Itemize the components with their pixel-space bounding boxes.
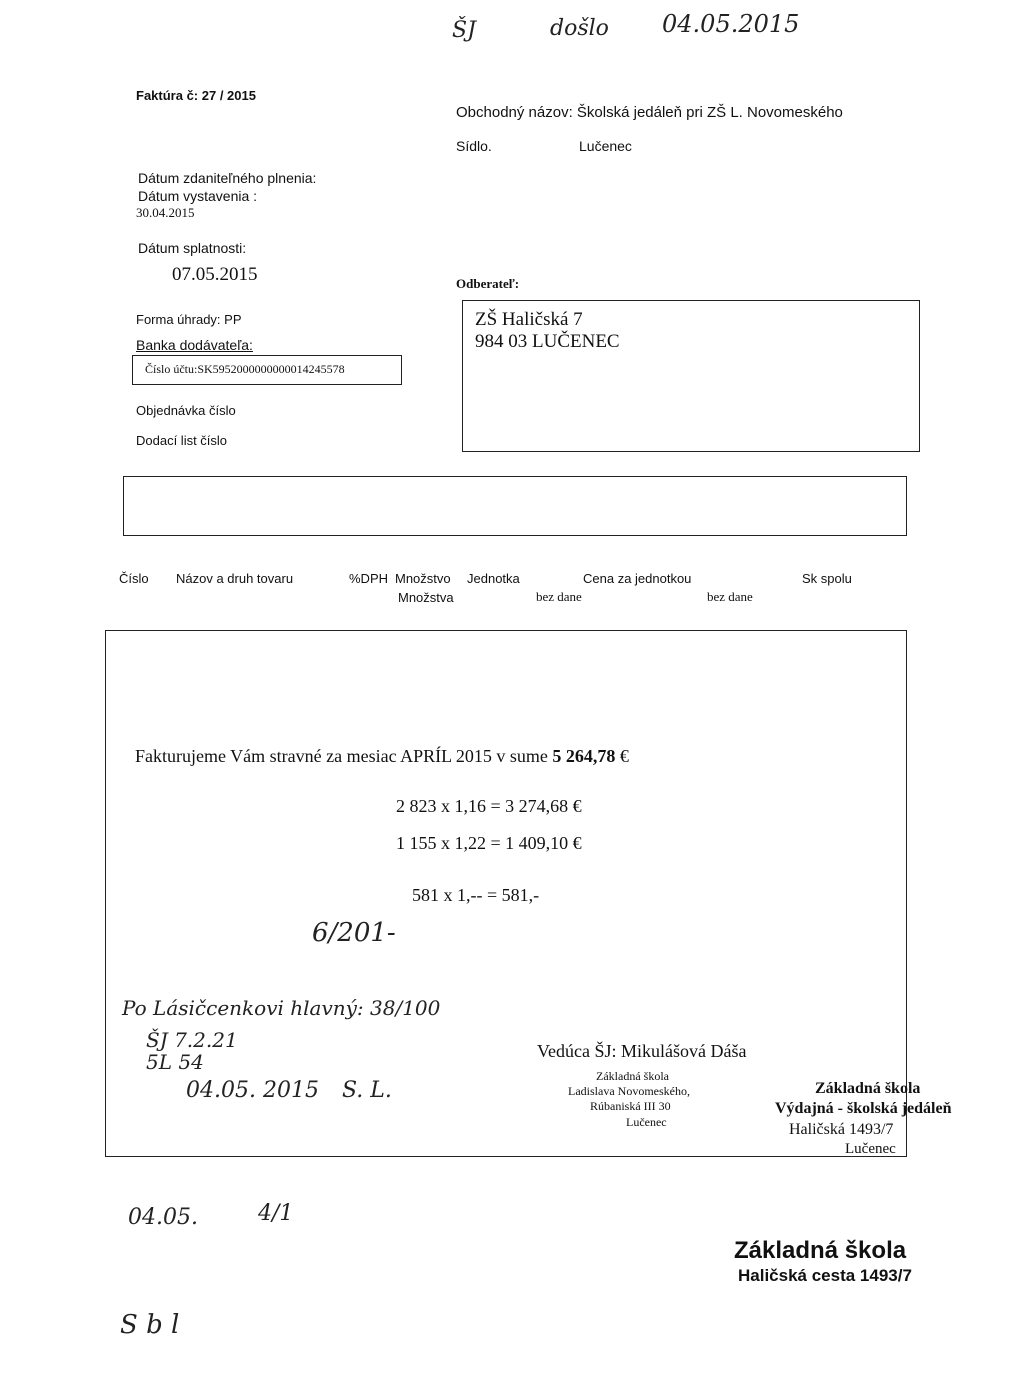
delivery-note-label: Dodací list číslo [136,433,228,448]
customer-label: Odberateľ: [456,276,520,291]
handwritten-note-2: Po Lásičcenkovi hlavný: 38/100 [122,996,441,1020]
supplier-seat-label: Sídlo. [456,138,492,154]
col-name: Názov a druh tovaru [176,571,294,586]
calc-line-2: 1 155 x 1,22 = 1 409,10 € [396,833,582,853]
col-unit: Jednotka [467,571,520,586]
col-qty: Množstvo [395,571,451,586]
col-no-tax-1: bez dane [536,589,582,604]
bank-label: Banka dodávateľa: [136,337,253,353]
issue-date: 30.04.2015 [136,205,195,220]
stamp2-line-3: Haličská 1493/7 [789,1121,894,1138]
billing-amount: 5 264,78 [552,746,616,766]
col-no-tax-2: bez dane [707,589,753,604]
notes-box [123,476,907,536]
manager-name: Vedúca ŠJ: Mikulášová Dáša [537,1041,747,1061]
payment-form-row [136,312,242,327]
supplier-seat: Lučenec [579,138,632,154]
handwritten-note-4: 5L 54 [146,1050,204,1074]
stamp2-line-2: Výdajná - školská jedáleň [775,1100,952,1117]
stamp1-line-4: Lučenec [626,1115,667,1129]
supplier-trade-name-label: Obchodný názov: [456,104,573,121]
invoice-number-row [136,88,256,103]
customer-box [462,300,920,452]
col-vat: %DPH [349,571,389,586]
handwritten-note-7: 04.05. [128,1205,198,1230]
invoice-number: 27 / 2015 [201,88,256,103]
calc-line-1: 2 823 x 1,16 = 3 274,68 € [396,796,582,816]
col-total: Sk spolu [802,571,852,586]
invoice-label: Faktúra č: [136,88,199,103]
billing-text: Fakturujeme Vám stravné za mesiac APRÍL 2015 v sume [135,746,548,766]
stamp2-line-1: Základná škola [815,1080,921,1097]
stamp1-line-1: Základná škola [596,1069,669,1083]
stamp2-line-4: Lučenec [845,1141,896,1157]
stamp3-line-2: Haličská cesta 1493/7 [738,1266,912,1285]
account-box [132,355,402,385]
stamp1-line-3: Rúbaniská III 30 [590,1099,671,1113]
col-qty-line2: Množstva [398,590,454,605]
handwritten-mark: ŠJ [452,18,476,43]
customer-line-1: ZŠ Haličská 7 [475,309,583,330]
supplier-trade-name: Školská jedáleň pri ZŠ L. Novomeského [576,104,843,121]
col-unit-price: Cena za jednotkou [583,571,692,586]
handwritten-received: došlo [550,16,609,41]
order-number-label: Objednávka číslo [136,403,236,418]
stamp1-line-2: Ladislava Novomeského, [568,1084,690,1098]
due-date: 07.05.2015 [172,264,258,285]
handwritten-note-6: S. L. [342,1078,392,1103]
handwritten-received-date: 04.05.2015 [662,10,800,38]
supplier-trade-name-row [456,104,843,121]
handwritten-note-9: S b l [120,1310,180,1340]
customer-line-2: 984 03 LUČENEC [475,331,620,352]
payment-form-label: Forma úhrady: [136,312,221,327]
col-number: Číslo [119,571,149,586]
account-number: Číslo účtu:SK5952000000000014245578 [145,362,345,376]
issue-date-label: Dátum vystavenia : [138,188,258,204]
handwritten-note-1: 6/201- [312,918,396,948]
billing-statement [135,746,629,767]
stamp3-line-1: Základná škola [734,1237,907,1264]
handwritten-note-3: ŠJ 7.2.21 [146,1028,238,1052]
taxable-date-label: Dátum zdaniteľného plnenia: [138,170,317,186]
handwritten-note-5: 04.05. 2015 [186,1078,319,1103]
billing-currency: € [619,746,629,766]
calc-line-3: 581 x 1,-- = 581,- [412,885,540,905]
due-date-label: Dátum splatnosti: [138,240,247,256]
payment-form-value: PP [224,312,242,327]
handwritten-note-8: 4/1 [258,1201,294,1226]
